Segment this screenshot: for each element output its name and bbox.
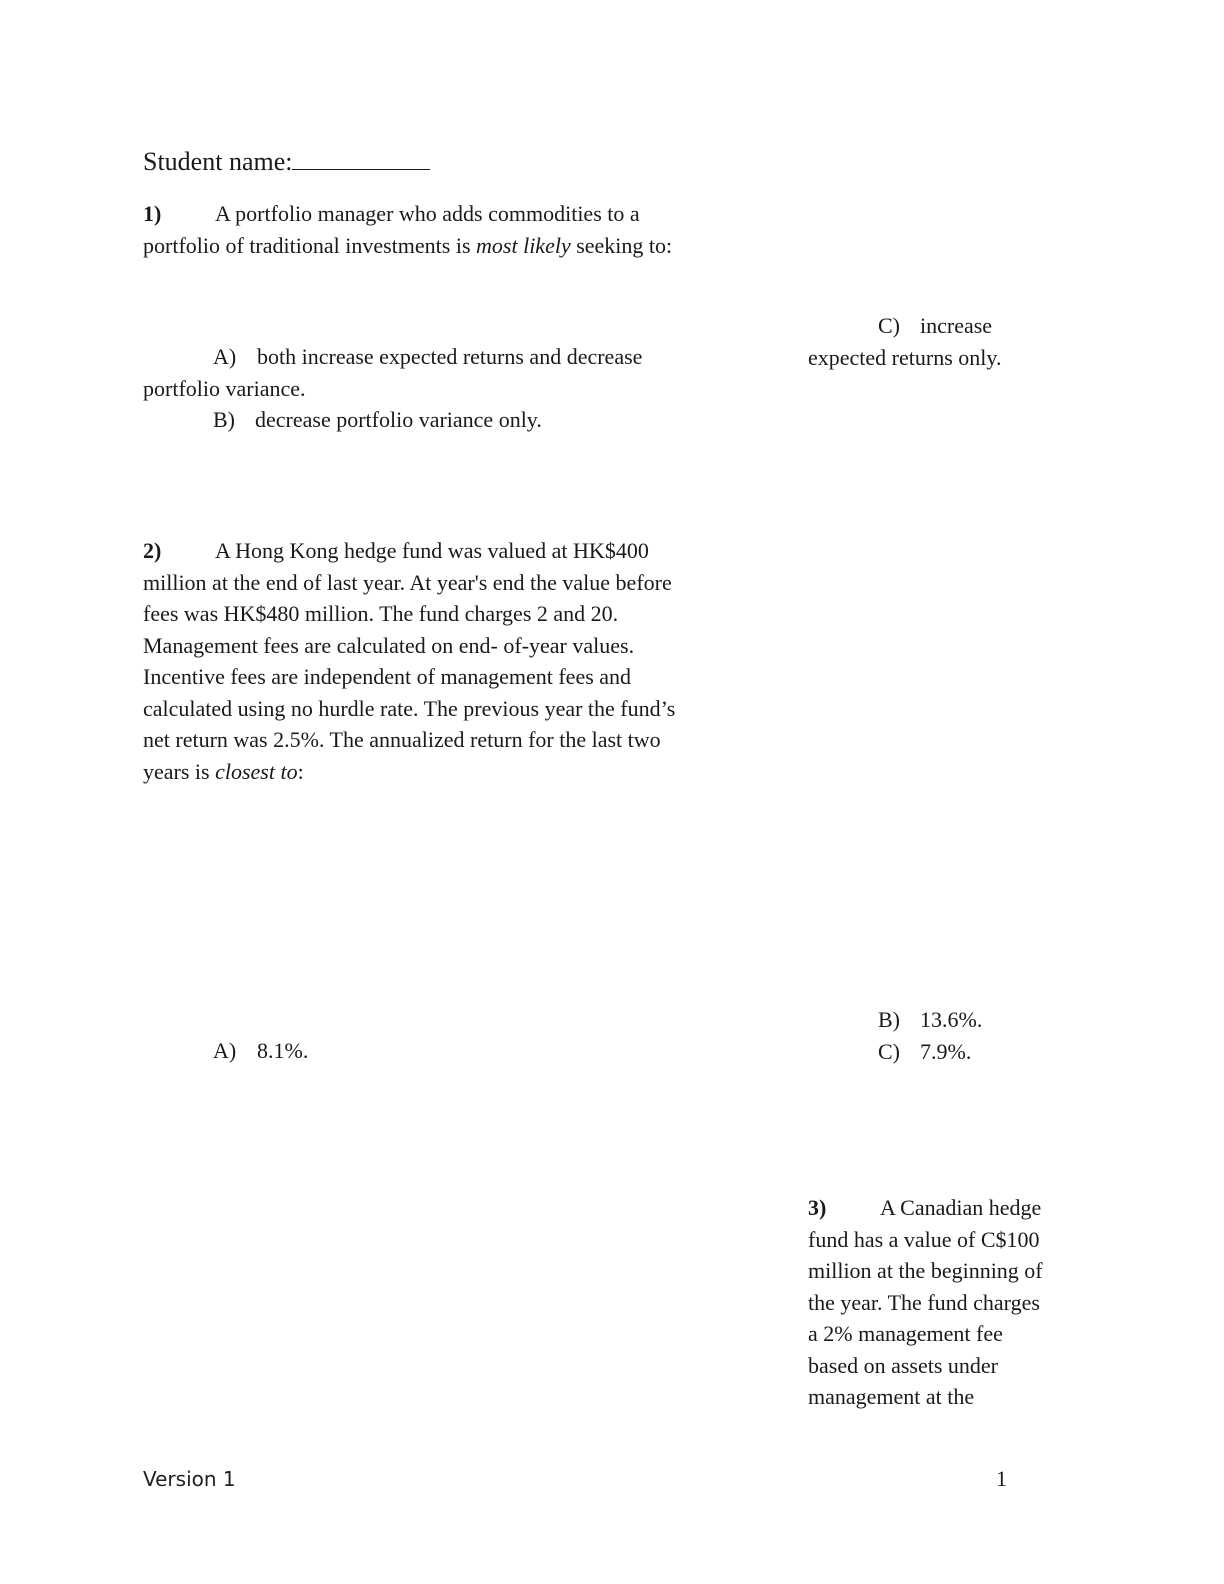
question-2-line-2: million at the end of last year. At year's end the value before xyxy=(143,569,672,595)
question-2-option-a[interactable]: A) 8.1%. xyxy=(143,1035,733,1067)
question-3-line-7: management at the xyxy=(808,1384,975,1409)
question-1-stem xyxy=(143,198,733,261)
question-3-stem xyxy=(808,1192,1078,1413)
question-2-line-5: Incentive fees are independent of management fees and xyxy=(143,664,632,689)
question-2-line-7: net return was 2.5%. The annualized return for the last two xyxy=(143,727,661,752)
question-2-stem xyxy=(143,535,733,787)
question-2-option-b[interactable]: B) 13.6%. xyxy=(808,1004,1078,1036)
question-1-option-a[interactable]: A) both increase expected returns and decrease xyxy=(143,341,733,373)
question-2-emphasis: closest to xyxy=(215,758,298,784)
question-2-line-8: years is closest to: xyxy=(143,758,304,784)
question-3-line-3: million at the beginning of xyxy=(808,1258,1043,1283)
question-3-line-5: a 2% management fee xyxy=(808,1321,1003,1346)
option-c-letter: C) xyxy=(878,1038,900,1064)
student-name-label: Student name: xyxy=(143,147,293,176)
question-1-line-1: 1) A portfolio manager who adds commodities to a xyxy=(143,198,733,230)
footer-page-number: 1 xyxy=(996,1466,1007,1491)
question-2-line-6: calculated using no hurdle rate. The previous year the fund’s xyxy=(143,695,676,721)
question-1-option-c[interactable]: C) increase expected returns only. xyxy=(808,310,1078,373)
option-b-letter: B) xyxy=(213,407,235,432)
question-1-line-2: portfolio of traditional investments is most likely seeking to: xyxy=(143,232,673,258)
question-2-line-3: fees was HK$480 million. The fund charges 2 and 20. xyxy=(143,601,619,626)
question-3-line-2: fund has a value of C$100 xyxy=(808,1226,1040,1252)
footer-version: Version 1 xyxy=(143,1467,236,1491)
option-a-letter: A) xyxy=(213,1038,237,1063)
question-2-line-4: Management fees are calculated on end- of-year values. xyxy=(143,632,635,658)
question-1-option-a-cont: portfolio variance. xyxy=(143,375,306,401)
question-2-options-right xyxy=(808,1004,1078,1067)
question-2-number: 2) xyxy=(143,538,162,563)
option-c-letter: C) xyxy=(878,313,900,338)
student-name-field xyxy=(143,143,430,179)
question-3-number: 3) xyxy=(808,1195,827,1220)
option-a-letter: A) xyxy=(213,344,237,369)
question-2-option-c[interactable]: C) 7.9%. xyxy=(808,1036,1078,1068)
question-3-line-6: based on assets under xyxy=(808,1352,999,1378)
question-1-option-b[interactable]: B) decrease portfolio variance only. xyxy=(143,404,733,436)
question-3-line-1: 3) A Canadian hedge xyxy=(808,1192,1078,1224)
question-2-line-1: 2) A Hong Kong hedge fund was valued at HK$400 xyxy=(143,535,733,567)
question-3-line-4: the year. The fund charges xyxy=(808,1289,1040,1315)
student-name-blank[interactable] xyxy=(292,143,430,170)
question-1-options-left xyxy=(143,341,733,436)
question-1-number: 1) xyxy=(143,201,162,226)
option-b-letter: B) xyxy=(878,1007,900,1032)
question-1-emphasis: most likely xyxy=(476,232,571,258)
